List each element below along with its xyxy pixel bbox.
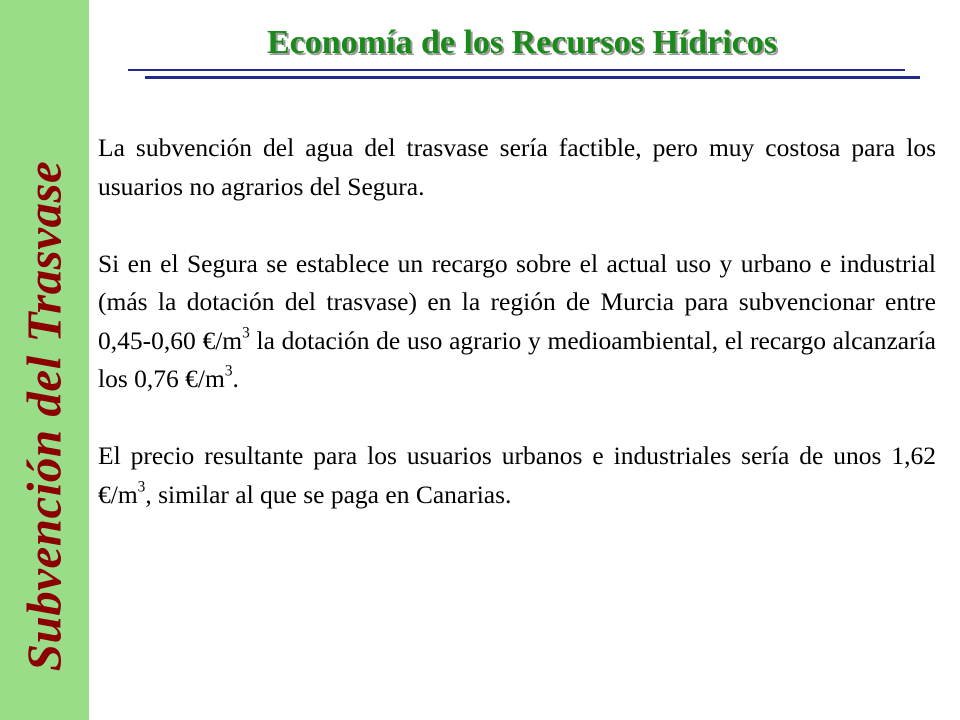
superscript: 3 — [242, 324, 250, 342]
paragraph-3-text-a: El precio resultante para los usuarios urbanos e industriales sería de unos 1,62 €/m — [98, 441, 936, 509]
title-underline-bottom — [145, 76, 920, 79]
title-underline-top — [128, 69, 905, 71]
superscript: 3 — [137, 478, 146, 496]
paragraph-1-text: La subvención del agua del trasvase sería factible, pero muy costosa para los usuarios no agrarios del Segura. — [98, 133, 936, 201]
paragraph-2-text-a: Si en el Segura se establece un recargo sobre el actual uso y urbano e industrial (más la dotación del trasvase) en la región de Murcia para subvencionar entre 0,45-0,60 €/m — [98, 248, 936, 355]
paragraph-1 — [98, 129, 936, 206]
paragraph-3-text-b: , similar al que se paga en Canarias. — [145, 479, 512, 509]
paragraph-3 — [98, 437, 936, 514]
sidebar-title: Subvención del Trasvase — [16, 160, 72, 672]
paragraph-2-text-c: . — [232, 364, 239, 393]
paragraph-2-text-b: la dotación de uso agrario y medioambiental, el recargo alcanzaría los 0,76 €/m — [98, 325, 936, 393]
slide-body — [98, 129, 936, 514]
superscript: 3 — [224, 362, 233, 380]
sidebar — [0, 0, 89, 720]
slide-title: Economía de los Recursos Hídricos — [267, 24, 777, 61]
paragraph-2 — [98, 245, 936, 399]
